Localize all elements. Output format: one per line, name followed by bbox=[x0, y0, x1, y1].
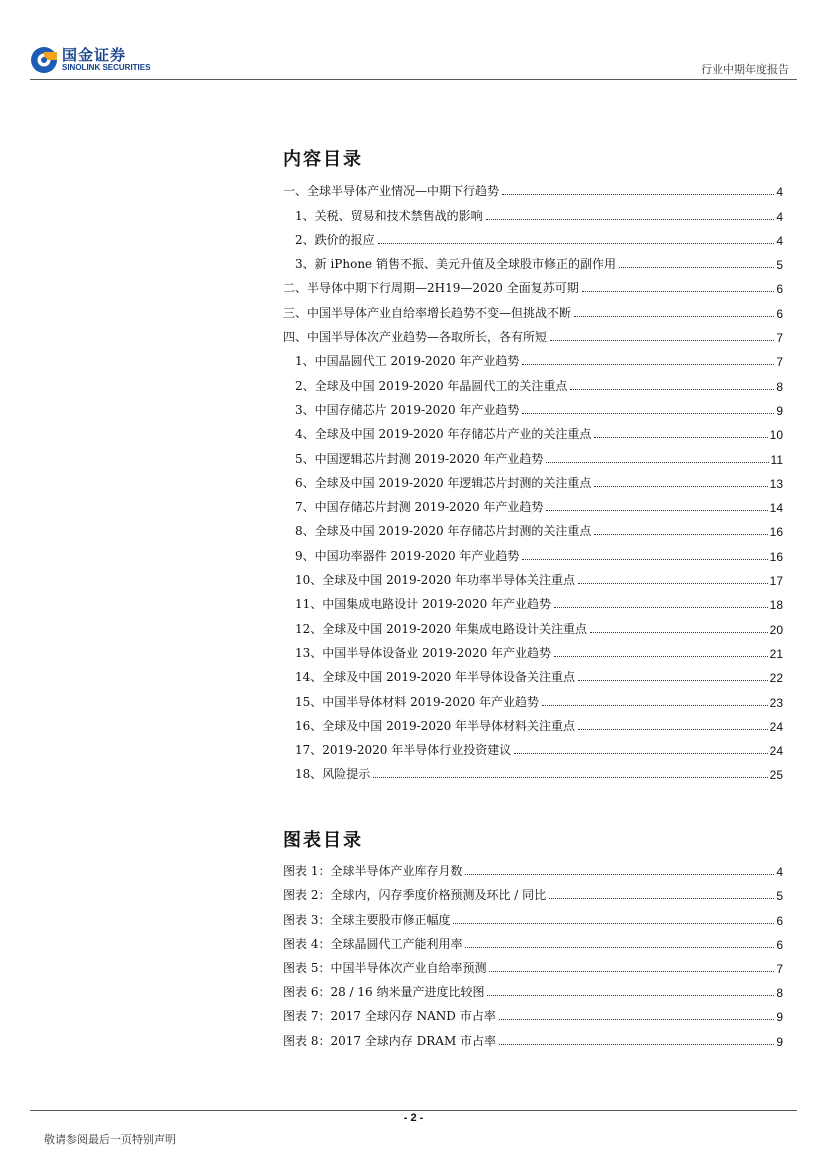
dot-leader bbox=[499, 1044, 774, 1045]
figure-list-title: 图表目录 bbox=[283, 830, 363, 851]
dot-leader bbox=[546, 462, 768, 463]
entry-page-number[interactable]: 23 bbox=[769, 695, 783, 710]
entry-page-number[interactable]: 5 bbox=[776, 889, 783, 904]
dot-leader bbox=[594, 437, 767, 438]
entry-title[interactable]: 图表 3：全球主要股市修正幅度 bbox=[283, 912, 451, 927]
entry-page-number[interactable]: 20 bbox=[769, 622, 783, 637]
entry-title[interactable]: 图表 2：全球内，闪存季度价格预测及环比 / 同比 bbox=[283, 888, 547, 903]
dot-leader bbox=[554, 607, 768, 608]
toc-entry[interactable] bbox=[283, 199, 783, 223]
figure-entry[interactable] bbox=[283, 1000, 783, 1024]
dot-leader bbox=[486, 219, 775, 220]
footer-disclaimer: 敬请参阅最后一页特别声明 bbox=[44, 1133, 176, 1146]
dot-leader bbox=[499, 1019, 775, 1020]
toc-title: 内容目录 bbox=[283, 149, 363, 170]
entry-title[interactable]: 3、中国存储芯片 2019-2020 年产业趋势 bbox=[295, 402, 520, 417]
entry-title[interactable]: 18、风险提示 bbox=[295, 767, 371, 782]
entry-title[interactable]: 8、全球及中国 2019-2020 年存储芯片封测的关注重点 bbox=[295, 524, 592, 539]
page-number: - 2 - bbox=[403, 1112, 424, 1124]
entry-page-number[interactable]: 25 bbox=[769, 768, 783, 783]
toc-entry[interactable] bbox=[283, 369, 783, 393]
report-type-label: 行业中期年度报告 bbox=[701, 63, 789, 76]
dot-leader bbox=[489, 971, 774, 972]
dot-leader bbox=[542, 705, 768, 706]
dot-leader bbox=[619, 267, 774, 268]
toc-entry[interactable] bbox=[283, 321, 783, 345]
entry-page-number[interactable]: 4 bbox=[776, 233, 783, 248]
entry-page-number[interactable]: 4 bbox=[776, 185, 783, 200]
dot-leader bbox=[594, 534, 767, 535]
entry-title[interactable]: 9、中国功率器件 2019-2020 年产业趋势 bbox=[295, 548, 520, 563]
entry-page-number[interactable]: 13 bbox=[769, 476, 783, 491]
entry-page-number[interactable]: 8 bbox=[776, 379, 783, 394]
dot-leader bbox=[453, 923, 774, 924]
entry-title[interactable]: 一、全球半导体产业情况—中期下行趋势 bbox=[283, 184, 500, 199]
figure-entry[interactable] bbox=[283, 928, 783, 952]
entry-page-number[interactable]: 21 bbox=[769, 646, 783, 661]
toc-entry[interactable] bbox=[283, 224, 783, 248]
figure-entry[interactable] bbox=[283, 879, 783, 903]
dot-leader bbox=[502, 194, 774, 195]
dot-leader bbox=[514, 753, 767, 754]
entry-page-number[interactable]: 6 bbox=[776, 913, 783, 928]
toc-entry[interactable] bbox=[283, 272, 783, 296]
figure-entry[interactable] bbox=[283, 855, 783, 879]
entry-title[interactable]: 13、中国半导体设备业 2019-2020 年产业趋势 bbox=[295, 645, 552, 660]
dot-leader bbox=[578, 729, 768, 730]
company-logo bbox=[30, 44, 160, 76]
toc-entry[interactable] bbox=[283, 758, 783, 782]
toc-list bbox=[283, 175, 783, 782]
entry-page-number[interactable]: 6 bbox=[776, 306, 783, 321]
toc-entry[interactable] bbox=[283, 685, 783, 709]
entry-page-number[interactable]: 7 bbox=[776, 331, 783, 346]
dot-leader bbox=[549, 898, 774, 899]
entry-title[interactable]: 15、中国半导体材料 2019-2020 年产业趋势 bbox=[295, 694, 540, 709]
entry-title[interactable]: 10、全球及中国 2019-2020 年功率半导体关注重点 bbox=[295, 573, 576, 588]
dot-leader bbox=[378, 243, 775, 244]
toc-entry[interactable] bbox=[283, 588, 783, 612]
entry-page-number[interactable]: 18 bbox=[769, 598, 783, 613]
entry-page-number[interactable]: 5 bbox=[776, 258, 783, 273]
entry-title[interactable]: 11、中国集成电路设计 2019-2020 年产业趋势 bbox=[295, 597, 552, 612]
entry-title[interactable]: 三、中国半导体产业自给率增长趋势不变—但挑战不断 bbox=[283, 305, 572, 320]
figure-entry[interactable] bbox=[283, 976, 783, 1000]
entry-page-number[interactable]: 24 bbox=[769, 719, 783, 734]
header-divider bbox=[30, 79, 797, 80]
dot-leader bbox=[554, 656, 768, 657]
entry-title[interactable]: 图表 5：中国半导体次产业自给率预测 bbox=[283, 960, 487, 975]
entry-page-number[interactable]: 9 bbox=[776, 403, 783, 418]
entry-title[interactable]: 图表 1：全球半导体产业库存月数 bbox=[283, 864, 463, 879]
toc-entry[interactable] bbox=[283, 248, 783, 272]
dot-leader bbox=[465, 874, 774, 875]
toc-entry[interactable] bbox=[283, 175, 783, 199]
logo-chinese-name: 国金证券 bbox=[62, 46, 127, 64]
figure-entry[interactable] bbox=[283, 903, 783, 927]
entry-page-number[interactable]: 14 bbox=[769, 501, 783, 516]
sinolink-logo-icon bbox=[30, 46, 58, 74]
entry-page-number[interactable]: 10 bbox=[769, 428, 783, 443]
toc-entry[interactable] bbox=[283, 345, 783, 369]
logo-english-name: SINOLINK SECURITIES bbox=[62, 63, 151, 72]
entry-page-number[interactable]: 16 bbox=[769, 525, 783, 540]
entry-page-number[interactable]: 8 bbox=[776, 986, 783, 1001]
entry-title[interactable]: 2、全球及中国 2019-2020 年晶圆代工的关注重点 bbox=[295, 378, 568, 393]
figure-entry[interactable] bbox=[283, 952, 783, 976]
entry-title[interactable]: 7、中国存储芯片封测 2019-2020 年产业趋势 bbox=[295, 500, 544, 515]
toc-entry[interactable] bbox=[283, 491, 783, 515]
entry-title[interactable]: 14、全球及中国 2019-2020 年半导体设备关注重点 bbox=[295, 670, 576, 685]
entry-page-number[interactable]: 6 bbox=[776, 282, 783, 297]
entry-page-number[interactable]: 9 bbox=[776, 1010, 783, 1025]
entry-title[interactable]: 图表 8：2017 全球内存 DRAM 市占率 bbox=[283, 1033, 497, 1048]
entry-title[interactable]: 图表 7：2017 全球闪存 NAND 市占率 bbox=[283, 1009, 496, 1024]
entry-title[interactable]: 1、关税、贸易和技术禁售战的影响 bbox=[295, 208, 483, 223]
figure-list bbox=[283, 855, 783, 1049]
dot-leader bbox=[522, 559, 767, 560]
toc-entry[interactable] bbox=[283, 734, 783, 758]
entry-page-number[interactable]: 7 bbox=[776, 355, 783, 370]
entry-title[interactable]: 1、中国晶圆代工 2019-2020 年产业趋势 bbox=[295, 354, 520, 369]
dot-leader bbox=[570, 389, 774, 390]
dot-leader bbox=[590, 632, 768, 633]
toc-entry[interactable] bbox=[283, 442, 783, 466]
entry-page-number[interactable]: 16 bbox=[769, 549, 783, 564]
entry-title[interactable]: 3、新 iPhone 销售不振、美元升值及全球股市修正的副作用 bbox=[295, 257, 616, 272]
entry-page-number[interactable]: 24 bbox=[769, 744, 783, 759]
footer-divider bbox=[30, 1110, 797, 1111]
dot-leader bbox=[582, 291, 775, 292]
toc-entry[interactable] bbox=[283, 467, 783, 491]
dot-leader bbox=[578, 680, 768, 681]
dot-leader bbox=[578, 583, 768, 584]
entry-page-number[interactable]: 17 bbox=[769, 574, 783, 589]
entry-page-number[interactable]: 22 bbox=[769, 671, 783, 686]
toc-entry[interactable] bbox=[283, 296, 783, 320]
entry-page-number[interactable]: 4 bbox=[776, 209, 783, 224]
entry-title[interactable]: 16、全球及中国 2019-2020 年半导体材料关注重点 bbox=[295, 718, 576, 733]
entry-title[interactable]: 5、中国逻辑芯片封测 2019-2020 年产业趋势 bbox=[295, 451, 544, 466]
dot-leader bbox=[373, 777, 767, 778]
dot-leader bbox=[550, 340, 774, 341]
entry-title[interactable]: 图表 4：全球晶圆代工产能利用率 bbox=[283, 936, 463, 951]
entry-page-number[interactable]: 6 bbox=[776, 937, 783, 952]
toc-entry[interactable] bbox=[283, 418, 783, 442]
toc-entry[interactable] bbox=[283, 564, 783, 588]
entry-title[interactable]: 6、全球及中国 2019-2020 年逻辑芯片封测的关注重点 bbox=[295, 475, 592, 490]
toc-entry[interactable] bbox=[283, 710, 783, 734]
toc-entry[interactable] bbox=[283, 539, 783, 563]
dot-leader bbox=[594, 486, 767, 487]
toc-entry[interactable] bbox=[283, 661, 783, 685]
entry-title[interactable]: 4、全球及中国 2019-2020 年存储芯片产业的关注重点 bbox=[295, 427, 592, 442]
entry-title[interactable]: 2、跌价的报应 bbox=[295, 232, 375, 247]
entry-page-number[interactable]: 7 bbox=[776, 961, 783, 976]
entry-page-number[interactable]: 11 bbox=[770, 452, 783, 467]
dot-leader bbox=[522, 413, 774, 414]
dot-leader bbox=[546, 510, 767, 511]
toc-entry[interactable] bbox=[283, 612, 783, 636]
entry-page-number[interactable]: 4 bbox=[776, 865, 783, 880]
entry-title[interactable]: 17、2019-2020 年半导体行业投资建议 bbox=[295, 743, 512, 758]
entry-title[interactable]: 四、中国半导体次产业趋势—各取所长，各有所短 bbox=[283, 330, 548, 345]
dot-leader bbox=[522, 364, 774, 365]
dot-leader bbox=[465, 947, 774, 948]
figure-entry[interactable] bbox=[283, 1024, 783, 1048]
dot-leader bbox=[487, 995, 774, 996]
entry-title[interactable]: 二、半导体中期下行周期—2H19—2020 全面复苏可期 bbox=[283, 281, 579, 296]
entry-title[interactable]: 12、全球及中国 2019-2020 年集成电路设计关注重点 bbox=[295, 621, 588, 636]
entry-page-number[interactable]: 9 bbox=[776, 1034, 783, 1049]
toc-entry[interactable] bbox=[283, 394, 783, 418]
toc-entry[interactable] bbox=[283, 637, 783, 661]
toc-entry[interactable] bbox=[283, 515, 783, 539]
entry-title[interactable]: 图表 6：28 / 16 纳米量产进度比较图 bbox=[283, 985, 485, 1000]
dot-leader bbox=[574, 316, 774, 317]
